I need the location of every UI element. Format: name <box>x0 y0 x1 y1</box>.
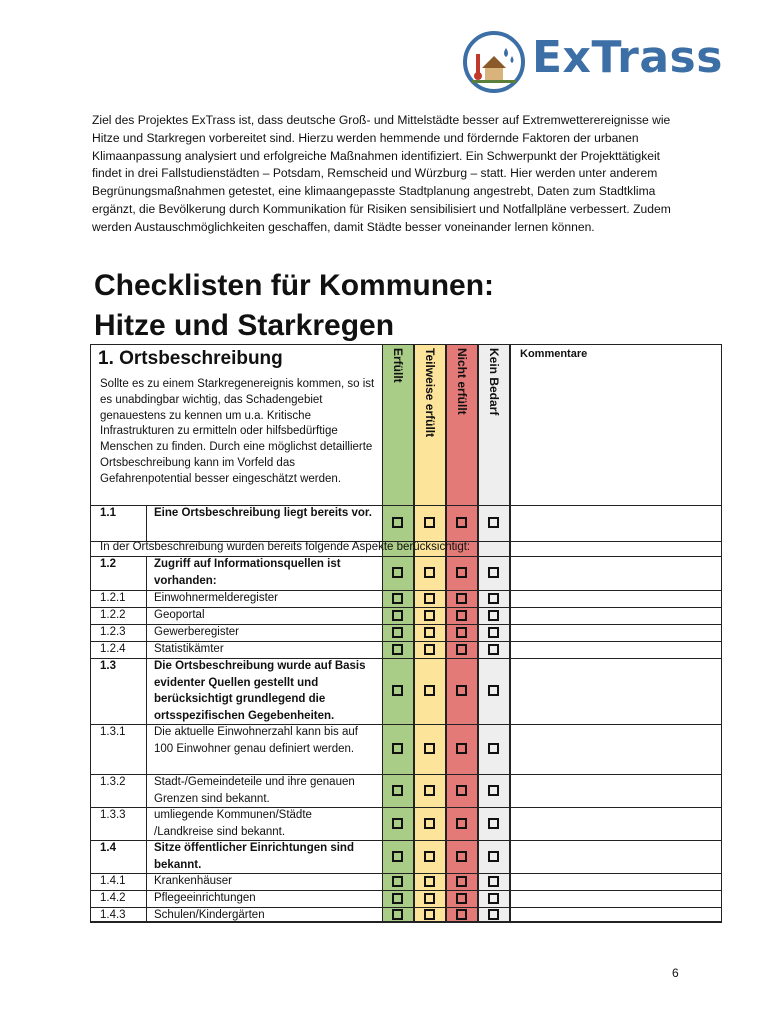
checkbox-kein-bedarf[interactable] <box>488 610 499 621</box>
page-number: 6 <box>672 966 679 980</box>
checkbox-teilweise-erfuellt[interactable] <box>424 909 435 920</box>
checkbox-nicht-erfuellt[interactable] <box>456 785 467 796</box>
extrass-logo <box>462 30 723 94</box>
checkbox-erfuellt[interactable] <box>392 743 403 754</box>
column-divider <box>146 624 147 641</box>
checkbox-teilweise-erfuellt[interactable] <box>424 743 435 754</box>
checkbox-erfuellt[interactable] <box>392 818 403 829</box>
comments-header: Kommentare <box>520 348 588 360</box>
row-number: 1.4.2 <box>100 892 126 904</box>
header-kein-bedarf: Kein Bedarf <box>487 348 501 416</box>
checkbox-nicht-erfuellt[interactable] <box>456 909 467 920</box>
table-row <box>90 774 722 807</box>
checkbox-nicht-erfuellt[interactable] <box>456 627 467 638</box>
checkbox-kein-bedarf[interactable] <box>488 893 499 904</box>
header-nicht-erfuellt: Nicht erfüllt <box>455 348 469 415</box>
table-row <box>90 840 722 873</box>
row-divider <box>90 922 722 923</box>
checkbox-erfuellt[interactable] <box>392 567 403 578</box>
checkbox-teilweise-erfuellt[interactable] <box>424 893 435 904</box>
checkbox-teilweise-erfuellt[interactable] <box>424 644 435 655</box>
table-row <box>90 556 722 590</box>
checkbox-erfuellt[interactable] <box>392 909 403 920</box>
checkbox-nicht-erfuellt[interactable] <box>456 567 467 578</box>
table-row <box>90 624 722 641</box>
row-text: Einwohnermelderegister <box>154 592 279 604</box>
table-row <box>90 807 722 840</box>
column-divider <box>146 556 147 590</box>
checkbox-kein-bedarf[interactable] <box>488 685 499 696</box>
logo-text: ExTrass <box>532 32 723 83</box>
row-number: 1.2.1 <box>100 592 126 604</box>
checkbox-teilweise-erfuellt[interactable] <box>424 593 435 604</box>
title-line-1: Checklisten für Kommunen: <box>94 269 495 302</box>
checkbox-kein-bedarf[interactable] <box>488 593 499 604</box>
checkbox-teilweise-erfuellt[interactable] <box>424 685 435 696</box>
checkbox-erfuellt[interactable] <box>392 876 403 887</box>
row-text: Zugriff auf Informationsquellen ist vorhanden: <box>154 558 341 587</box>
row-text: Die Ortsbeschreibung wurde auf Basis evidenter Quellen gestellt und berücksichtigt grundlegend die ortsspezifischen Gegebenheiten. <box>154 660 366 722</box>
section-description: Sollte es zu einem Starkregenereignis kommen, so ist es unabdingbar wichtig, das Schadengebiet genauestens zu kennen um u.a. Kritische Infrastrukturen zu ermitteln oder hilfsbedürftige Menschen zu finden. Durch eine möglichst detaillierte Ortsbeschreibung kann im Vorfeld das Gefahrenpotential besser eingeschätzt werden. <box>100 378 375 485</box>
checkbox-nicht-erfuellt[interactable] <box>456 893 467 904</box>
table-row <box>90 505 722 541</box>
row-number: 1.3 <box>100 660 116 672</box>
row-text: Stadt-/Gemeindeteile und ihre genauen Grenzen sind bekannt. <box>154 776 355 805</box>
row-text: Geoportal <box>154 609 205 621</box>
checkbox-kein-bedarf[interactable] <box>488 851 499 862</box>
row-number: 1.2 <box>100 558 116 570</box>
row-number: 1.1 <box>100 507 116 519</box>
column-divider <box>146 607 147 624</box>
checkbox-nicht-erfuellt[interactable] <box>456 876 467 887</box>
row-number: 1.3.2 <box>100 776 126 788</box>
row-text: Sitze öffentlicher Einrichtungen sind bekannt. <box>154 842 354 871</box>
column-divider <box>146 505 147 541</box>
checkbox-erfuellt[interactable] <box>392 627 403 638</box>
logo-emblem-icon <box>462 30 526 94</box>
row-text: Pflegeeinrichtungen <box>154 892 256 904</box>
row-text: Gewerberegister <box>154 626 240 638</box>
checkbox-teilweise-erfuellt[interactable] <box>424 818 435 829</box>
checkbox-erfuellt[interactable] <box>392 517 403 528</box>
table-row <box>90 907 722 922</box>
checkbox-kein-bedarf[interactable] <box>488 567 499 578</box>
row-text: Krankenhäuser <box>154 875 232 887</box>
row-number: 1.4.1 <box>100 875 126 887</box>
table-row <box>90 890 722 907</box>
section-title: 1. Ortsbeschreibung <box>98 348 283 369</box>
row-text: Die aktuelle Einwohnerzahl kann bis auf 100 Einwohner genau definiert werden. <box>154 726 358 755</box>
checkbox-kein-bedarf[interactable] <box>488 785 499 796</box>
checkbox-nicht-erfuellt[interactable] <box>456 743 467 754</box>
checkbox-erfuellt[interactable] <box>392 593 403 604</box>
checkbox-teilweise-erfuellt[interactable] <box>424 610 435 621</box>
checkbox-kein-bedarf[interactable] <box>488 909 499 920</box>
row-number: 1.2.4 <box>100 643 126 655</box>
row-number: 1.2.3 <box>100 626 126 638</box>
checkbox-nicht-erfuellt[interactable] <box>456 851 467 862</box>
checkbox-kein-bedarf[interactable] <box>488 644 499 655</box>
row-text: umliegende Kommunen/Städte /Landkreise sind bekannt. <box>154 809 312 838</box>
column-divider <box>146 774 147 807</box>
row-text: Schulen/Kindergärten <box>154 909 265 921</box>
checkbox-erfuellt[interactable] <box>392 893 403 904</box>
column-divider <box>146 890 147 907</box>
column-divider <box>146 590 147 607</box>
row-number: 1.3.3 <box>100 809 126 821</box>
column-divider <box>146 907 147 922</box>
column-divider <box>146 840 147 873</box>
row-divider <box>90 541 722 542</box>
row-number: 1.4 <box>100 842 116 854</box>
checkbox-teilweise-erfuellt[interactable] <box>424 876 435 887</box>
checkbox-kein-bedarf[interactable] <box>488 818 499 829</box>
checkbox-kein-bedarf[interactable] <box>488 517 499 528</box>
checkbox-teilweise-erfuellt[interactable] <box>424 627 435 638</box>
column-divider <box>146 873 147 890</box>
checkbox-teilweise-erfuellt[interactable] <box>424 567 435 578</box>
row-number: 1.2.2 <box>100 609 126 621</box>
checkbox-nicht-erfuellt[interactable] <box>456 818 467 829</box>
row-text: Statistikämter <box>154 643 224 655</box>
row-text: Eine Ortsbeschreibung liegt bereits vor. <box>154 507 372 519</box>
checkbox-kein-bedarf[interactable] <box>488 743 499 754</box>
header-erfuellt: Erfüllt <box>391 348 405 383</box>
row-number: 1.3.1 <box>100 726 126 738</box>
checkbox-erfuellt[interactable] <box>392 644 403 655</box>
checkbox-nicht-erfuellt[interactable] <box>456 685 467 696</box>
checkbox-erfuellt[interactable] <box>392 610 403 621</box>
checkbox-kein-bedarf[interactable] <box>488 627 499 638</box>
intro-paragraph: Ziel des Projektes ExTrass ist, dass deutsche Groß- und Mittelstädte besser auf Extremwetterereignisse wie Hitze und Starkregen vorbereitet sind. Hierzu werden hemmende und fördernde Faktoren der urbanen Klimaanpassung analysiert und erfolgreiche Maßnahmen identifiziert. Ein Schwerpunkt der Projekttätigkeit findet in drei Fallstudienstädten – Potsdam, Remscheid und Würzburg – statt. Hier werden unter anderem Begrünungsmaßnahmen getestet, eine klimaangepasste Stadtplanung angestrebt, Daten zum Stadtklima ergänzt, die Bevölkerung durch Kommunikation für Risiken sensibilisiert und Notfallpläne verbessert. Zudem werden Austauschmöglichkeiten geschaffen, damit Städte besser voneinander lernen können. <box>92 113 671 234</box>
row-number: 1.4.3 <box>100 909 126 921</box>
table-row <box>90 641 722 658</box>
table-row <box>90 873 722 890</box>
table-row <box>90 658 722 724</box>
header-teilweise-erfuellt: Teilweise erfüllt <box>423 348 437 438</box>
checkbox-erfuellt[interactable] <box>392 851 403 862</box>
checkbox-nicht-erfuellt[interactable] <box>456 517 467 528</box>
column-divider <box>146 658 147 724</box>
aspects-note: In der Ortsbeschreibung wurden bereits folgende Aspekte berücksichtigt: <box>100 541 471 553</box>
title-line-2: Hitze und Starkregen <box>94 309 395 342</box>
checkbox-teilweise-erfuellt[interactable] <box>424 517 435 528</box>
checkbox-erfuellt[interactable] <box>392 785 403 796</box>
column-divider <box>146 724 147 774</box>
checkbox-erfuellt[interactable] <box>392 685 403 696</box>
checkbox-teilweise-erfuellt[interactable] <box>424 785 435 796</box>
checkbox-teilweise-erfuellt[interactable] <box>424 851 435 862</box>
checkbox-kein-bedarf[interactable] <box>488 876 499 887</box>
checkbox-nicht-erfuellt[interactable] <box>456 644 467 655</box>
checkbox-nicht-erfuellt[interactable] <box>456 610 467 621</box>
column-divider <box>146 641 147 658</box>
page-title <box>94 266 494 346</box>
table-row <box>90 607 722 624</box>
checkbox-nicht-erfuellt[interactable] <box>456 593 467 604</box>
table-row <box>90 590 722 607</box>
column-divider <box>146 807 147 840</box>
table-row <box>90 724 722 774</box>
